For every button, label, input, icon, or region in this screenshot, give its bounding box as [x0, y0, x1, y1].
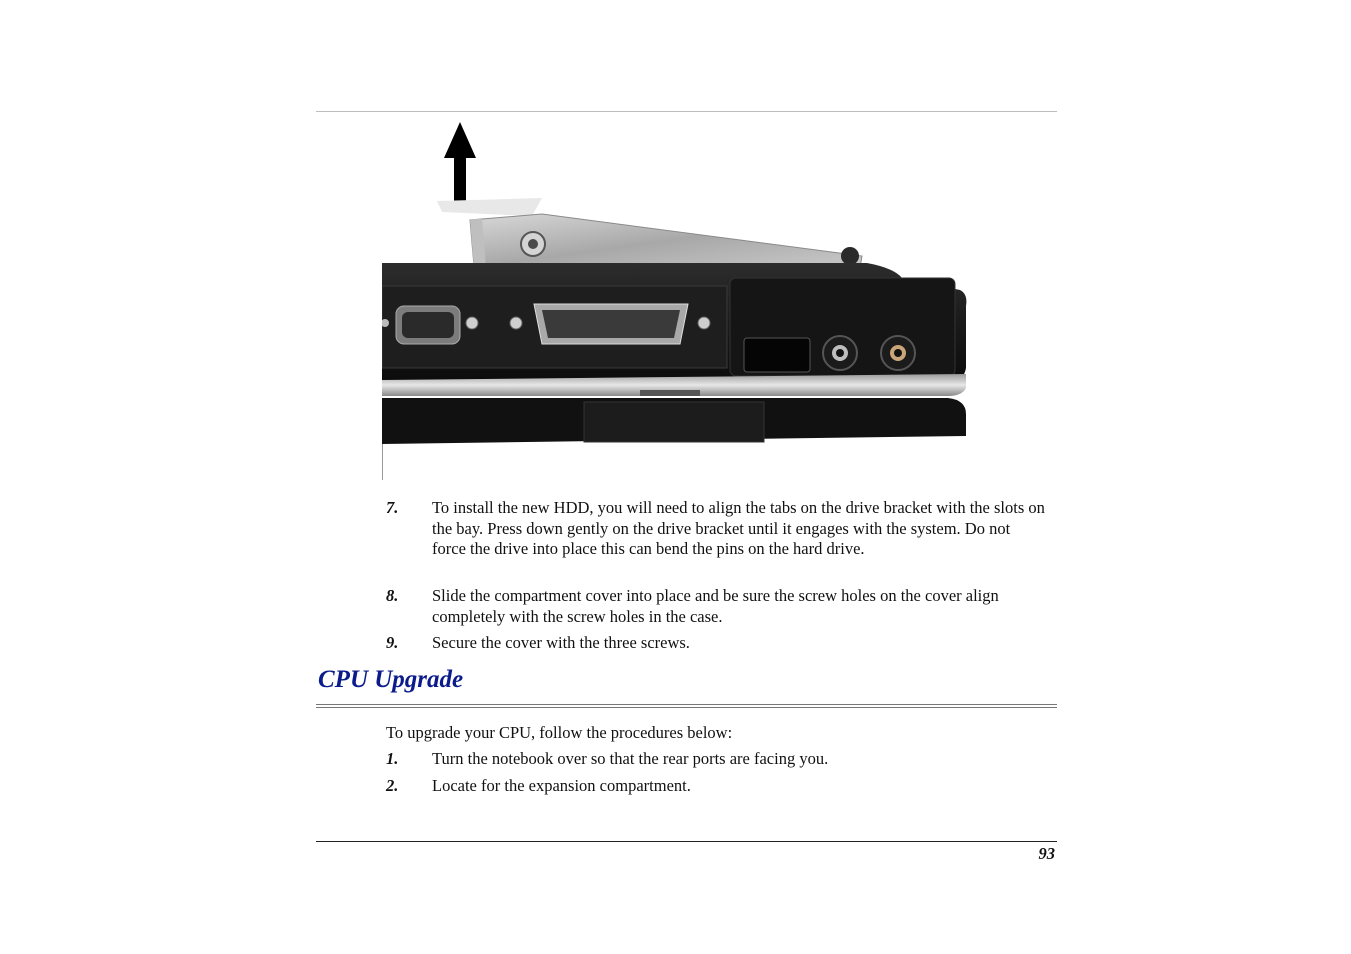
list-item	[386, 749, 1046, 770]
up-arrow-icon	[444, 122, 476, 203]
step-number: 2.	[386, 776, 399, 795]
hdd-removal-figure	[382, 118, 972, 482]
list-item	[386, 586, 1046, 627]
step-number: 8.	[386, 586, 399, 605]
step-text: Locate for the expansion compartment.	[432, 776, 691, 795]
list-item	[386, 633, 1046, 654]
section-title: CPU Upgrade	[318, 666, 464, 693]
step-number: 1.	[386, 749, 399, 768]
step-text: Slide the compartment cover into place and be sure the screw holes on the cover align completely with the screw holes in the case.	[432, 586, 999, 626]
section-intro: To upgrade your CPU, follow the procedures below:	[386, 723, 733, 742]
header-rule	[316, 111, 1057, 112]
step-text: To install the new HDD, you will need to align the tabs on the drive bracket with the slots on the bay. Press down gently on the drive bracket until it engages with the system. Do not force the drive into place this can bend the pins on the hard drive.	[432, 498, 1045, 558]
page-number: 93	[1038, 844, 1055, 863]
list-item	[386, 776, 1046, 797]
step-number: 7.	[386, 498, 399, 517]
list-item	[386, 498, 1046, 560]
step-text: Turn the notebook over so that the rear ports are facing you.	[432, 749, 829, 768]
step-number: 9.	[386, 633, 399, 652]
section-rule	[316, 704, 1057, 708]
step-text: Secure the cover with the three screws.	[432, 633, 690, 652]
footer-rule	[316, 841, 1057, 842]
